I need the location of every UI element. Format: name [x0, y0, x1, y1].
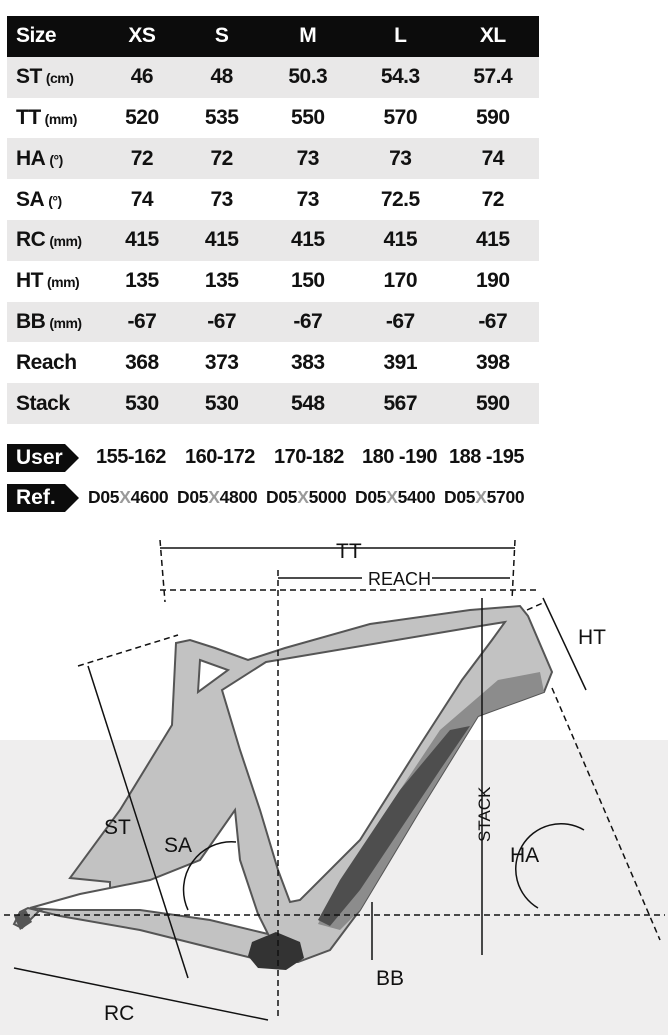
- table-cell: 567: [354, 383, 446, 424]
- table-cell: 415: [102, 220, 182, 261]
- header-m: M: [262, 16, 354, 57]
- table-cell: 535: [204, 105, 239, 129]
- user-xs: 155-162: [96, 446, 166, 468]
- row-unit: (mm): [47, 274, 80, 291]
- row-label: [7, 220, 102, 261]
- header-l: L: [354, 16, 446, 57]
- table-row: [7, 302, 539, 343]
- stack-label: STACK: [475, 786, 494, 842]
- ref-code: [444, 487, 524, 508]
- user-row: [7, 444, 65, 472]
- row-label: [7, 261, 102, 302]
- table-cell: 415: [447, 220, 540, 261]
- table-cell: -67: [354, 302, 446, 343]
- table-cell: 415: [262, 220, 354, 261]
- table-cell: 135: [125, 269, 159, 293]
- table-cell: 73: [262, 138, 354, 179]
- table-cell: 74: [447, 138, 540, 179]
- table-cell: 368: [125, 350, 159, 374]
- row-label-text: ST: [16, 65, 42, 89]
- ref-code-x: X: [208, 487, 220, 507]
- user-s: 160-172: [185, 446, 255, 468]
- table-cell: 570: [383, 105, 418, 129]
- row-label: [7, 138, 102, 179]
- table-cell: 46: [102, 57, 182, 98]
- rc-label: RC: [104, 1002, 135, 1025]
- ref-code-x: X: [297, 487, 309, 507]
- row-label-text: SA: [16, 187, 45, 211]
- row-label: [7, 179, 102, 220]
- table-cell: 150: [291, 269, 325, 293]
- row-label-text: HT: [16, 269, 43, 293]
- table-cell: 73: [210, 187, 233, 211]
- ref-code-x: X: [386, 487, 398, 507]
- ref-code: [177, 487, 257, 508]
- table-cell: 415: [182, 220, 262, 261]
- user-xl: 188 -195: [449, 446, 524, 468]
- ref-code-prefix: D05: [355, 487, 387, 507]
- row-label: [7, 342, 102, 383]
- row-unit: (mm): [49, 233, 82, 250]
- header-size: Size: [7, 16, 102, 57]
- table-cell: 530: [102, 383, 182, 424]
- user-m: 170-182: [274, 446, 344, 468]
- row-unit: (mm): [49, 314, 82, 331]
- table-row: [7, 220, 539, 261]
- table-cell: 74: [130, 187, 154, 211]
- ref-code-prefix: D05: [177, 487, 209, 507]
- table-cell: 48: [182, 57, 262, 98]
- table-cell: 72: [182, 138, 262, 179]
- row-label-text: Stack: [16, 391, 70, 415]
- tt-label: TT: [336, 540, 362, 563]
- table-cell: 72.5: [380, 187, 420, 211]
- row-label-text: BB: [16, 309, 46, 333]
- table-cell: -67: [447, 302, 540, 343]
- geometry-table: [7, 16, 539, 424]
- row-label: [7, 383, 102, 424]
- table-cell: 590: [447, 383, 540, 424]
- row-label: [7, 302, 102, 343]
- row-label: [7, 98, 102, 139]
- ref-code-suffix: 5000: [308, 487, 347, 507]
- ref-code-x: X: [475, 487, 487, 507]
- header-s: S: [182, 16, 262, 57]
- header-xs: XS: [102, 16, 182, 57]
- table-row: [7, 138, 539, 179]
- ha-label: HA: [510, 844, 540, 867]
- row-unit: (mm): [44, 110, 77, 127]
- reach-label: REACH: [368, 569, 432, 589]
- user-l: 180 -190: [362, 446, 437, 468]
- frame-geometry-diagram: [0, 530, 668, 1035]
- ref-code-prefix: D05: [88, 487, 120, 507]
- ref-code: [355, 487, 435, 508]
- ref-code-suffix: 5400: [397, 487, 436, 507]
- ref-code-prefix: D05: [266, 487, 298, 507]
- table-cell: 72: [102, 138, 182, 179]
- table-cell: 57.4: [447, 57, 540, 98]
- table-cell: -67: [102, 302, 182, 343]
- table-row: [7, 342, 539, 383]
- table-row: [7, 261, 539, 302]
- table-cell: 391: [383, 350, 418, 374]
- table-cell: 190: [475, 269, 510, 293]
- ref-code: [266, 487, 346, 508]
- table-cell: 520: [125, 105, 159, 129]
- table-row: [7, 98, 539, 139]
- st-top-guide: [78, 635, 178, 666]
- table-cell: 415: [354, 220, 446, 261]
- bb-label: BB: [376, 967, 405, 990]
- table-cell: -67: [182, 302, 262, 343]
- sa-label: SA: [164, 834, 193, 857]
- row-label-text: Reach: [16, 350, 77, 374]
- table-row: [7, 179, 539, 220]
- table-cell: 550: [291, 105, 325, 129]
- table-row: [7, 57, 539, 98]
- row-unit: (°): [49, 151, 63, 168]
- ref-code-suffix: 4600: [130, 487, 169, 507]
- row-label-text: TT: [16, 105, 41, 129]
- table-cell: 530: [182, 383, 262, 424]
- table-cell: 548: [262, 383, 354, 424]
- ref-code-prefix: D05: [444, 487, 476, 507]
- row-unit: (°): [48, 192, 62, 209]
- st-label: ST: [104, 816, 131, 839]
- table-cell: 383: [291, 350, 325, 374]
- table-row: [7, 383, 539, 424]
- ref-code-suffix: 5700: [486, 487, 525, 507]
- tt-left-guide: [160, 540, 165, 602]
- row-label: [7, 57, 102, 98]
- table-cell: 398: [475, 350, 510, 374]
- table-cell: 50.3: [262, 57, 354, 98]
- table-cell: 73: [354, 138, 446, 179]
- ref-code-suffix: 4800: [219, 487, 258, 507]
- ht-top-guide: [527, 602, 545, 610]
- row-label-text: RC: [16, 228, 46, 252]
- tt-right-guide: [512, 540, 515, 600]
- ref-badge: Ref.: [7, 484, 65, 512]
- ht-label: HT: [578, 626, 606, 649]
- table-cell: -67: [262, 302, 354, 343]
- row-unit: (cm): [45, 70, 74, 87]
- table-cell: 373: [204, 350, 239, 374]
- header-xl: XL: [447, 16, 540, 57]
- table-cell: 590: [475, 105, 510, 129]
- table-cell: 135: [204, 269, 239, 293]
- user-badge: User: [7, 444, 65, 472]
- table-cell: 170: [383, 269, 418, 293]
- ref-code-x: X: [119, 487, 131, 507]
- table-cell: 54.3: [354, 57, 446, 98]
- table-header-row: [7, 16, 539, 57]
- table-cell: 72: [481, 187, 504, 211]
- ref-code: [88, 487, 168, 508]
- ref-row: [7, 484, 65, 512]
- row-label-text: HA: [16, 146, 46, 170]
- table-cell: 73: [296, 187, 319, 211]
